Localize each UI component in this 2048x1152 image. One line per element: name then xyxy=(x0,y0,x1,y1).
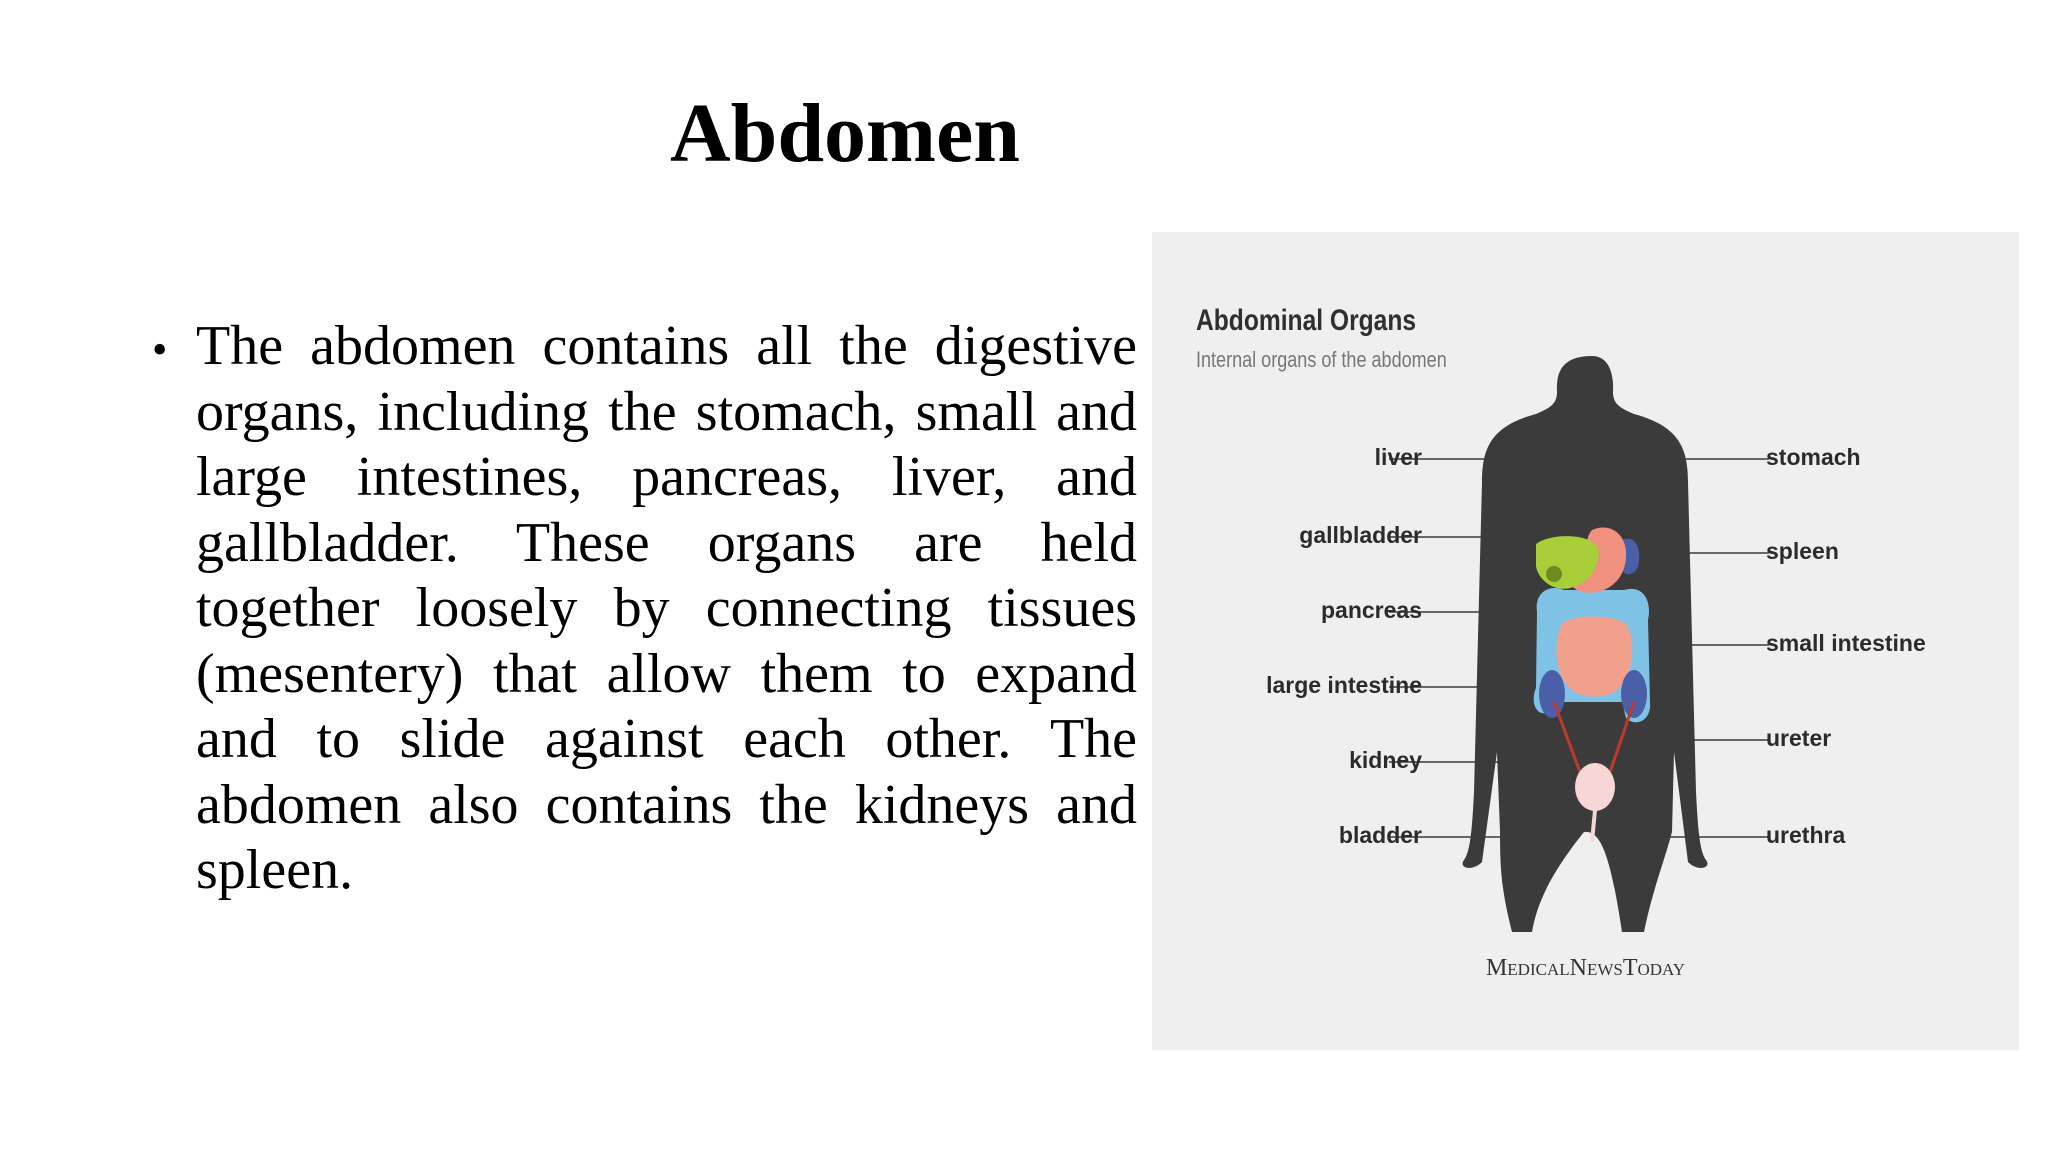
kidney-right-shape xyxy=(1621,670,1647,718)
label-liver: liver xyxy=(1374,444,1422,470)
kidney-left-shape xyxy=(1539,670,1565,718)
bullet-list xyxy=(152,314,1137,904)
source-logo-text: MedicalNewsToday xyxy=(1485,955,1686,981)
label-stomach: stomach xyxy=(1766,444,1861,470)
label-spleen: spleen xyxy=(1766,538,1839,564)
abdominal-organs-figure xyxy=(1152,232,2019,1050)
label-urethra: urethra xyxy=(1766,822,1846,848)
source-logo xyxy=(1152,955,2019,982)
gallbladder-shape xyxy=(1546,566,1562,582)
label-pancreas: pancreas xyxy=(1320,597,1422,623)
bullet-dot: • xyxy=(152,325,168,374)
label-large-intestine: large intestine xyxy=(1266,672,1422,698)
slide-title: Abdomen xyxy=(669,87,1021,180)
label-small-intestine: small intestine xyxy=(1766,630,1926,656)
figure-subtitle: Internal organs of the abdomen xyxy=(1196,347,1447,372)
label-bladder: bladder xyxy=(1338,822,1422,848)
small-intestine-shape xyxy=(1556,617,1632,697)
bullet-text: The abdomen contains all the digestive organs, including the stomach, small and large intestines, pancreas, liver, and gallbladder. These organs are held together loosely by connecting tissues (mesentery) that allow them to expand and to slide against each other. The abdomen also contains the kidneys and spleen. xyxy=(196,315,1137,901)
label-kidney: kidney xyxy=(1349,747,1422,773)
label-gallbladder: gallbladder xyxy=(1299,522,1422,548)
label-ureter: ureter xyxy=(1766,725,1832,751)
figure-title: Abdominal Organs xyxy=(1196,304,1417,337)
bladder-shape xyxy=(1575,763,1615,811)
